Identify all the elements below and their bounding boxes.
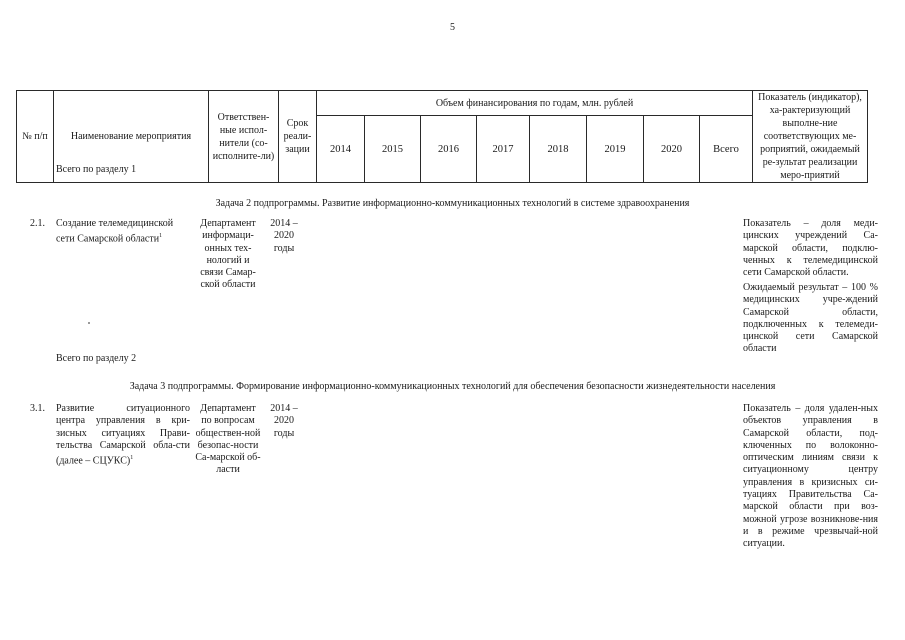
header-year: 2018 <box>530 116 587 183</box>
header-year: 2016 <box>421 116 477 183</box>
scan-speck <box>88 322 90 324</box>
row-3-1-name: Развитие ситуационного центра управления в кри-зисных ситуациях Прави-тельства Самарской обла-сти (далее – СЦУКС)$^1$ <box>56 403 190 467</box>
header-responsible: Ответствен-ные испол-нители (со-исполните-ли) <box>209 91 279 183</box>
table-header <box>16 90 868 183</box>
task3-heading: Задача 3 подпрограммы. Формирование информационно-коммуникационных технологий для обеспечения безопасности жизнедеятельности населения <box>129 381 776 392</box>
row-2-1-name: Создание телемедицинской сети Самарской области$^1$ <box>56 218 174 245</box>
header-indicator: Показатель (индикатор), ха-рактеризующий выполне-ние соответствующих ме-роприятий, ожидаемый ре-зультат реализации меро-приятий <box>753 91 868 183</box>
header-year: 2019 <box>587 116 644 183</box>
header-year: 2014 <box>317 116 365 183</box>
header-financing: Объем финансирования по годам, млн. рублей <box>317 91 753 116</box>
row-2-1-expected: Ожидаемый результат – 100 % медицинских учре-ждений Самарской области, подключенных к телемеди-цинской сети Самарской области <box>743 282 878 355</box>
row-3-1-term: 2014 – 2020 годы <box>270 403 298 439</box>
row-2-1-term: 2014 – 2020 годы <box>270 218 298 254</box>
row-3-1-num: 3.1. <box>30 403 45 414</box>
row-2-1-num: 2.1. <box>30 218 45 229</box>
task2-heading: Задача 2 подпрограммы. Развитие информационно-коммуникационных технологий в системе здравоохранения <box>215 198 690 209</box>
row-3-1-responsible: Департамент по вопросам обществен-ной безопас-ности Са-марской об-ласти <box>195 403 261 476</box>
header-total: Всего <box>700 116 753 183</box>
footnote-mark: 1 <box>130 455 134 462</box>
footnote-mark: 1 <box>159 233 163 240</box>
header-year: 2015 <box>365 116 421 183</box>
header-num: № п/п <box>17 91 54 183</box>
row-2-1-responsible: Департамент информаци-онных тех-нологий и связи Самар-ской области <box>200 218 256 291</box>
row-2-1-indicator: Показатель – доля меди-цинских учреждений Са-марской области, подклю-ченных к телемедицинской сети Самарской области. <box>743 218 878 279</box>
header-term: Срок реали-зации <box>279 91 317 183</box>
page-number: 5 <box>450 22 455 33</box>
header-name: Наименование мероприятия <box>54 91 209 183</box>
row-3-1-indicator: Показатель – доля удален-ных объектов управления в Самарской области, под-ключенных по волоконно-оптическим линиям связи к ситуационному центру управления в кризисных си-туациях Правительства Са-марской области при воз-можной угрозе возникнове-ния и в режиме чрезвычай-ной ситуации. <box>743 403 878 550</box>
section1-total: Всего по разделу 1 <box>56 164 137 175</box>
header-year: 2020 <box>644 116 700 183</box>
header-year: 2017 <box>477 116 530 183</box>
section2-total: Всего по разделу 2 <box>56 353 137 364</box>
